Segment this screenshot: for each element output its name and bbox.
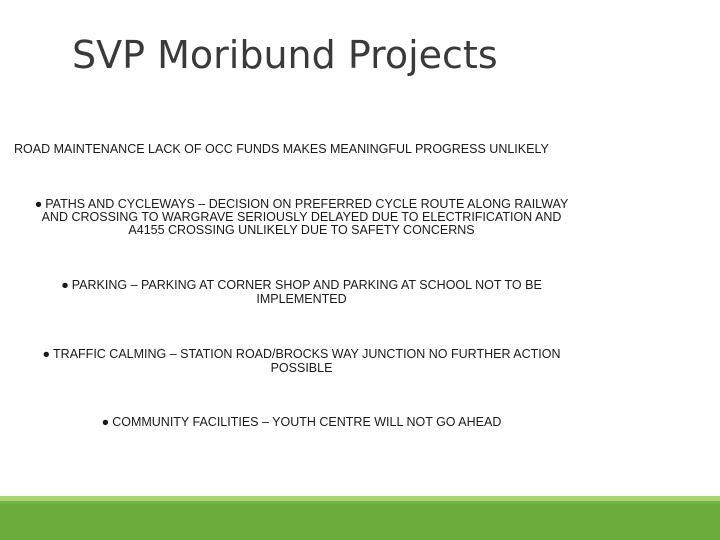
- footer-accent-bar: [0, 504, 720, 540]
- parking-line-1: ● PARKING – PARKING AT CORNER SHOP AND PARKING AT SCHOOL NOT TO BE: [61, 278, 542, 292]
- community-facilities-line-1: ● COMMUNITY FACILITIES – YOUTH CENTRE WILL NOT GO AHEAD: [101, 415, 502, 429]
- traffic-calming-line-1: ● TRAFFIC CALMING – STATION ROAD/BROCKS WAY JUNCTION NO FURTHER ACTION: [42, 347, 561, 361]
- footer-accent-band: [0, 496, 720, 540]
- bullet-icon: ●: [42, 347, 51, 361]
- traffic-calming-line-2: POSSIBLE: [270, 361, 333, 375]
- bullet-icon: ●: [61, 278, 69, 292]
- bullet-icon: ●: [101, 415, 110, 429]
- slide-title: SVP Moribund Projects: [72, 33, 498, 77]
- road-maintenance-line: ROAD MAINTENANCE LACK OF OCC FUNDS MAKES MEANINGFUL PROGRESS UNLIKELY: [14, 142, 549, 156]
- parking-line-2: IMPLEMENTED: [256, 292, 347, 306]
- paths-cycleways-line-2: AND CROSSING TO WARGRAVE SERIOUSLY DELAYED DUE TO ELECTRIFICATION AND: [41, 210, 562, 224]
- paths-cycleways-line-1: ● PATHS AND CYCLEWAYS – DECISION ON PREFERRED CYCLE ROUTE ALONG RAILWAY: [34, 197, 569, 211]
- paths-cycleways-line-3: A4155 CROSSING UNLIKELY DUE TO SAFETY CONCERNS: [128, 223, 475, 237]
- bullet-icon: ●: [34, 197, 43, 211]
- footer-accent-stripe: [0, 496, 720, 501]
